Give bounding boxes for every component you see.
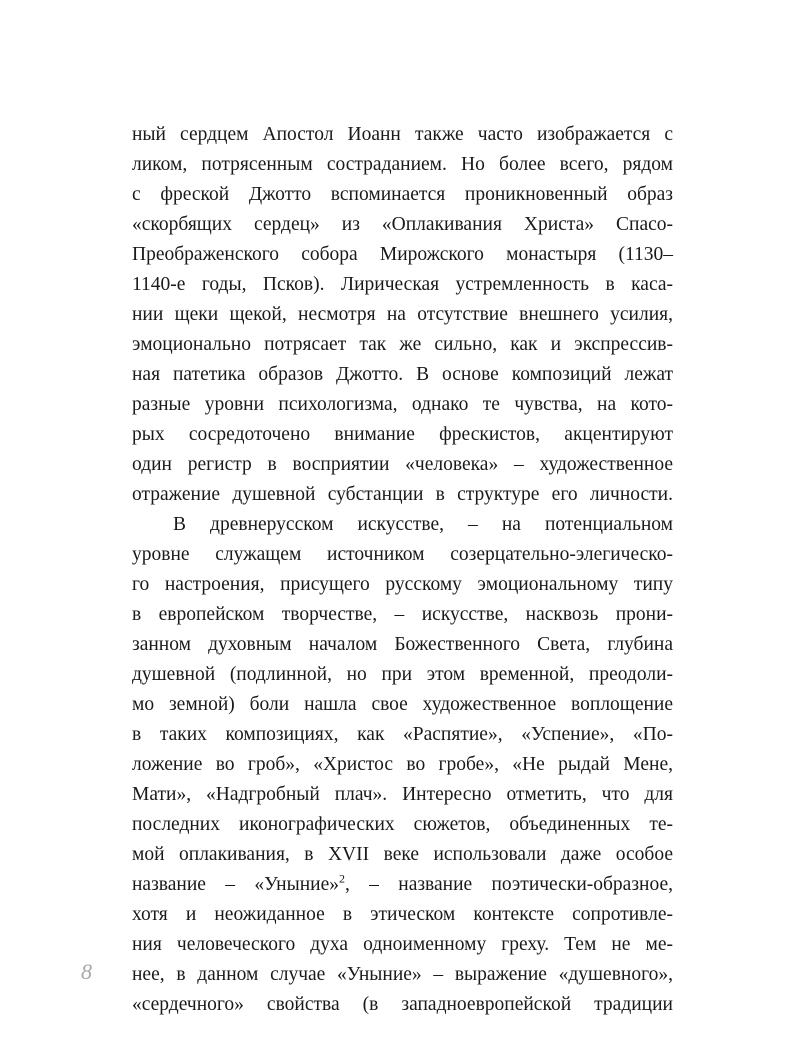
paragraph-first-line: В древнерусском искусстве, – на потенциальном [173, 514, 673, 535]
text-line: последних иконографических сюжетов, объединенных те- [132, 814, 673, 835]
text-line: в европейском творчестве, – искусстве, насквозь прони- [132, 604, 673, 625]
text-line: разные уровни психологизма, однако те чувства, на кото- [132, 394, 673, 415]
text-line: го настроения, присущего русскому эмоциональному типу [132, 574, 673, 595]
text-line: эмоционально потрясает так же сильно, как и экспрессив- [132, 334, 673, 355]
text-segment: название – «Уныние» [132, 874, 339, 895]
text-line: нии щеки щекой, несмотря на отсутствие внешнего усилия, [132, 304, 673, 325]
text-segment: , – название поэтически-образное, [344, 874, 673, 895]
page-number: 8 [81, 959, 92, 984]
text-line: с фреской Джотто вспоминается проникновенный образ [132, 184, 673, 205]
text-line: 1140-е годы, Псков). Лирическая устремленность в каса- [132, 274, 673, 295]
text-line: мо земной) боли нашла свое художественное воплощение [132, 694, 673, 715]
text-line: «скорбящих сердец» из «Оплакивания Христа» Спасо- [132, 214, 673, 235]
text-line: душевной (подлинной, но при этом временной, преодоли- [132, 664, 673, 685]
text-line: один регистр в восприятии «человека» – художественное [132, 454, 673, 475]
text-line: ная патетика образов Джотто. В основе композиций лежат [132, 364, 673, 385]
text-line: уровне служащем источником созерцательно-элегическо- [132, 544, 673, 565]
text-line: ния человеческого духа одноименному греху. Тем не ме- [132, 934, 673, 955]
text-line: ложение во гроб», «Христос во гробе», «Не рыдай Мене, [132, 754, 673, 775]
text-line: мой оплакивания, в XVII веке использовали даже особое [132, 844, 673, 865]
text-line: нее, в данном случае «Уныние» – выражение «душевного», [132, 964, 673, 985]
text-line-with-footnote [132, 870, 673, 900]
text-line: отражение душевной субстанции в структуре его личности. [132, 484, 673, 505]
text-line: Мати», «Надгробный плач». Интересно отметить, что для [132, 784, 673, 805]
text-line: хотя и неожиданное в этическом контексте сопротивле- [132, 904, 673, 925]
text-line: занном духовным началом Божественного Света, глубина [132, 634, 673, 655]
footnote-marker[interactable]: 2 [338, 871, 345, 886]
text-line: ликом, потрясенным состраданием. Но более всего, рядом [132, 154, 673, 175]
text-line: ный сердцем Апостол Иоанн также часто изображается с [132, 124, 673, 145]
text-line: «сердечного» свойства (в западноевропейской традиции [132, 994, 673, 1015]
text-line: в таких композициях, как «Распятие», «Успение», «По- [132, 724, 673, 745]
text-line: рых сосредоточено внимание фрескистов, акцентируют [132, 424, 673, 445]
text-line: Преображенского собора Мирожского монастыря (1130– [132, 244, 673, 265]
